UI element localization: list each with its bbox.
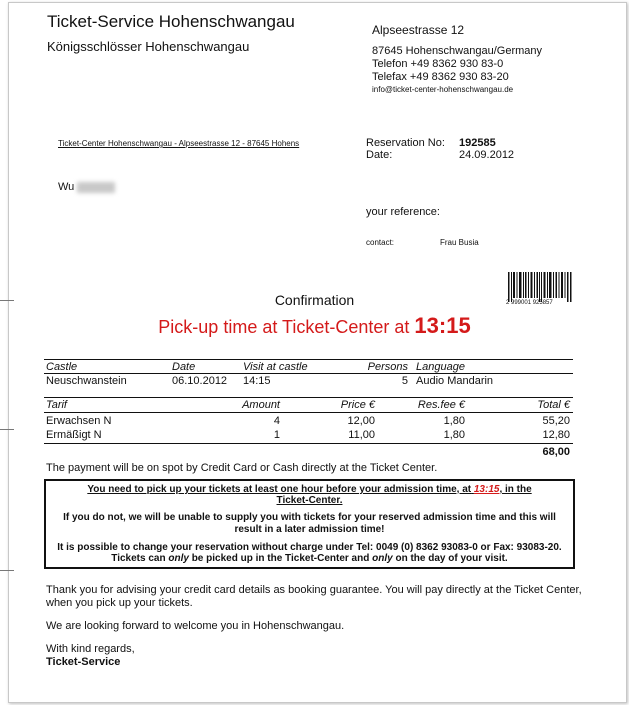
visit-castle: Neuschwanstein [46,375,127,387]
table-rule [44,397,573,398]
tariff-amount: 4 [273,415,280,427]
redacted-name-blur [77,182,115,193]
sender-return-line: Ticket-Center Hohenschwangau - Alpseestrasse 12 - 87645 Hohens [58,139,300,148]
tariff-name: Ermäßigt N [46,429,102,441]
notice-ticket-center: Ticket-Center. [276,495,343,506]
notice-text: Tickets can [111,553,166,564]
address-fax: Telefax +49 8362 930 83-20 [372,71,509,83]
reservation-no-label: Reservation No: [366,137,445,149]
notice-text: , in the [499,484,532,495]
regards: With kind regards, [46,643,135,655]
col-tariff: Tarif [46,399,67,411]
col-price: Price € [340,399,375,411]
col-amount: Amount [242,399,280,411]
thanks-line-2: when you pick up your tickets. [46,597,193,609]
col-castle: Castle [46,361,78,373]
notice-text: be picked up in the Ticket-Center and [191,553,370,564]
confirmation-title: Confirmation [274,292,355,308]
visit-date: 06.10.2012 [172,375,228,387]
visit-time: 14:15 [243,375,271,387]
pickup-time: 13:15 [414,313,471,338]
col-persons: Persons [367,361,408,373]
tariff-total: 12,80 [542,429,570,441]
notice-emphasis: only [372,553,393,564]
pickup-prefix: Pick-up time at Ticket-Center at [158,317,410,337]
address-street: Alpseestrasse 12 [372,23,465,37]
visit-language: Audio Mandarin [416,375,494,387]
pickup-notice-box [44,479,575,569]
col-total: Total € [537,399,570,411]
notice-line-4 [46,553,573,564]
thanks-line-1: Thank you for advising your credit card details as booking guarantee. You will pay directly at the Ticket Center, [46,584,582,596]
address-email: info@ticket-center-hohenschwangau.de [372,85,514,94]
table-rule [44,373,573,374]
company-subtitle: Königsschlösser Hohenschwangau [47,39,250,54]
signature: Ticket-Service [46,656,121,668]
reservation-no-value: 192585 [459,137,496,149]
contact-value: Frau Busia [440,238,479,247]
reservation-date-label: Date: [366,149,393,161]
tariff-total: 55,20 [542,415,570,427]
table-rule [44,443,573,444]
col-language: Language [416,361,465,373]
col-resfee: Res.fee € [417,399,465,411]
col-visit-time: Visit at castle [243,361,308,373]
tariff-amount: 1 [273,429,280,441]
table-rule [44,359,573,360]
notice-line-2: If you do not, we will be unable to supply you with tickets for your reserved admission time and this will result in a later admission time! [63,512,556,535]
tariff-resfee: 1,80 [443,415,465,427]
barcode-number: 2 999001 925857 [506,300,553,306]
col-date: Date [172,361,196,373]
address-city: 87645 Hohenschwangau/Germany [372,45,543,57]
notice-text: on the day of your visit. [395,553,508,564]
recipient [58,181,115,193]
tariff-resfee: 1,80 [443,429,465,441]
reference-label: your reference: [366,206,440,218]
tariff-price: 11,00 [348,429,375,441]
grand-total: 68,00 [542,446,570,458]
pickup-time-heading [0,313,629,339]
reservation-date-value: 24.09.2012 [459,149,515,161]
welcome-text: We are looking forward to welcome you in Hohenschwangau. [46,620,345,632]
notice-emphasis: only [168,553,189,564]
notice-line-3: It is possible to change your reservation without charge under Tel: 0049 (0) 8362 93083-0 or Fax: 93083-20. [57,542,562,553]
notice-time: 13:15 [473,484,500,495]
company-name: Ticket-Service Hohenschwangau [47,12,295,31]
tariff-name: Erwachsen N [46,415,112,427]
visit-persons: 5 [401,375,408,387]
tariff-price: 12,00 [347,415,375,427]
contact-label: contact: [366,238,395,247]
notice-text: You need to pick up your tickets at least one hour before your admission time, at [87,484,472,495]
fold-mark [0,429,14,430]
recipient-name: Wu [58,181,75,193]
fold-mark [0,570,14,571]
address-phone: Telefon +49 8362 930 83-0 [372,58,504,70]
table-rule [44,412,573,413]
notice-line-1 [46,484,573,495]
payment-note: The payment will be on spot by Credit Card or Cash directly at the Ticket Center. [46,462,438,474]
